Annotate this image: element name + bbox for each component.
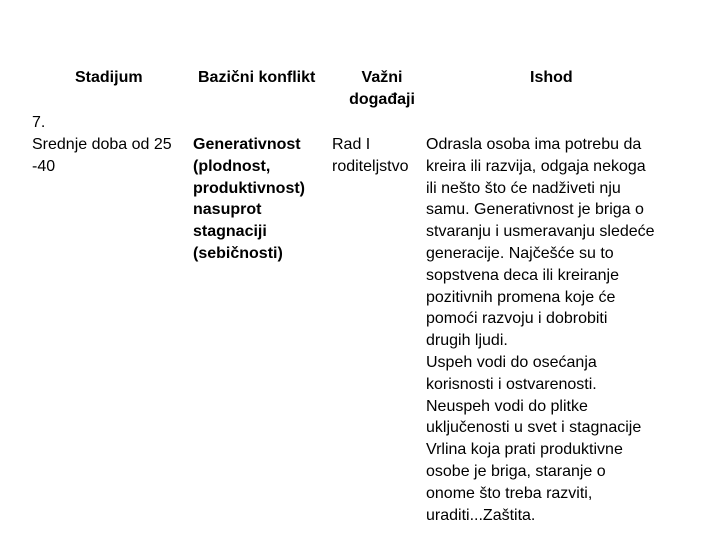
header-stage: Stadijum xyxy=(75,69,143,86)
header-conflict: Bazični konflikt xyxy=(198,69,316,86)
cell-stage: 7. Srednje doba od 25 -40 xyxy=(32,114,172,175)
header-events: Važni događaji xyxy=(349,69,415,108)
cell-events: Rad I roditeljstvo xyxy=(332,136,409,175)
cell-outcome: Odrasla osoba ima potrebu da kreira ili razvija, odgaja nekoga ili nešto što će nadživeti nju samu. Generativnost je briga o stvaranju i usmeravanju sledeće generacije. Najčešće su to sopstvena deca ili kreiranje pozitivnih promena koje će pomoći razvoju i dobrobiti drugih ljudi. Uspeh vodi do osećanja korisnosti i ostvarenosti. Neuspeh vodi do plitke uključenosti u svet i stagnacije Vrlina koja prati produktivne osobe je briga, staranje o onome što treba razviti, uraditi...Zaštita. xyxy=(426,136,655,524)
cell-conflict: Generativnost (plodnost, produktivnost) nasuprot stagnaciji (sebičnosti) xyxy=(193,136,305,262)
header-outcome: Ishod xyxy=(530,69,573,86)
